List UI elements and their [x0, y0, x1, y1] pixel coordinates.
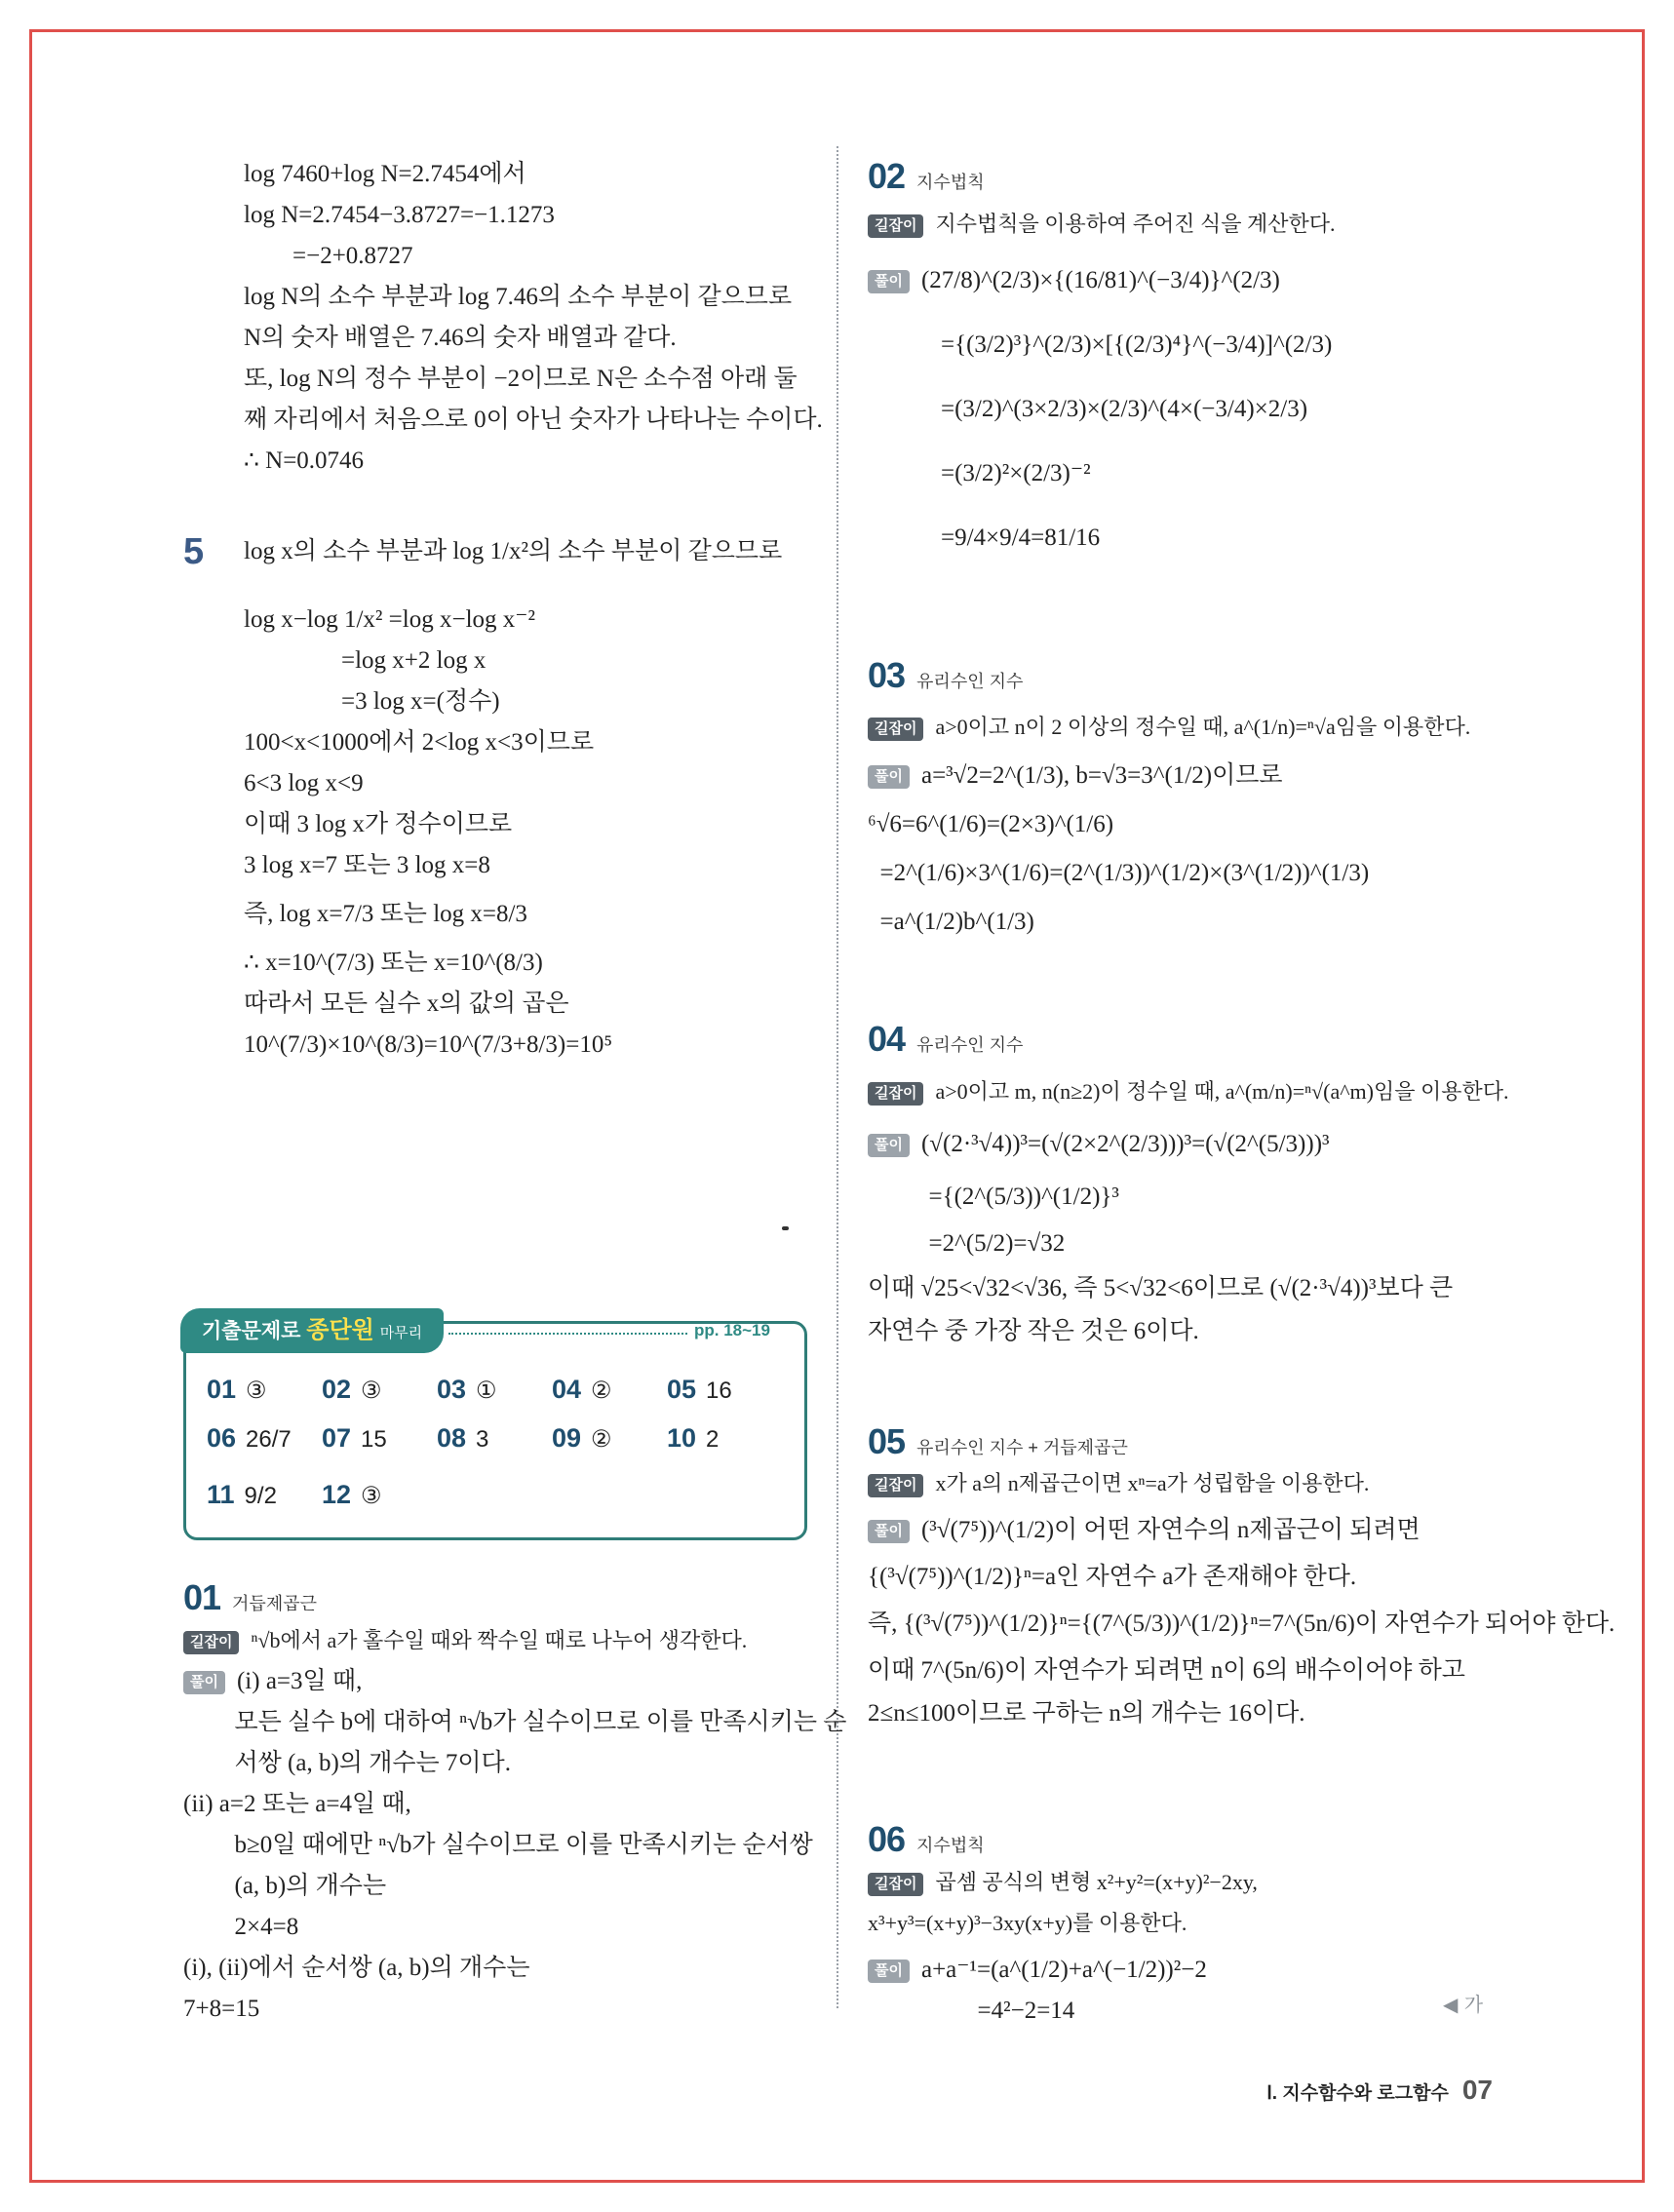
answer-item: 07 15: [322, 1423, 387, 1453]
text-line: 모든 실수 b에 대하여 ⁿ√b가 실수이므로 이를 만족시키는 순: [222, 1709, 847, 1735]
text-line: 또, log N의 정수 부분이 −2이므로 N은 소수점 아래 둘: [244, 366, 798, 392]
text-line: 서쌍 (a, b)의 개수는 7이다.: [222, 1750, 511, 1776]
solution-06: [868, 1862, 1511, 2032]
solution-02: [868, 203, 1511, 560]
section-number: 03: [868, 655, 906, 695]
solution-line: 풀이 (i) a=3일 때,: [183, 1661, 817, 1702]
answer-item: 06 26/7: [207, 1423, 292, 1453]
answer-box-title-suffix: 마무리: [379, 1325, 423, 1341]
section-number: 01: [183, 1577, 221, 1617]
text-line: N의 숫자 배열은 7.46의 숫자 배열과 같다.: [244, 325, 677, 351]
text-line: =a^(1/2)b^(1/3): [868, 909, 1034, 935]
next-page-icon: ◀ 가: [1443, 1993, 1484, 2016]
text-line: =2^(1/6)×3^(1/6)=(2^(1/3))^(1/2)×(3^(1/2))^(1/3): [868, 860, 1370, 886]
solution-line: 풀이 a=³√2=2^(1/3), b=√3=3^(1/2)이므로: [868, 755, 1511, 797]
text-line: b≥0일 때에만 ⁿ√b가 실수이므로 이를 만족시키는 순서쌍: [222, 1832, 813, 1858]
text-line: 3 log x=7 또는 3 log x=8: [244, 852, 490, 878]
solution-line: 풀이 (√(2·³√4))³=(√(2×2^(2/3)))³=(√(2^(5/3)))³: [868, 1123, 1511, 1166]
hint-line: 길잡이 곱셈 공식의 변형 x²+y²=(x+y)²−2xy,: [868, 1862, 1511, 1903]
problem5-solution: [244, 531, 809, 572]
section-number: 04: [868, 1019, 906, 1059]
section-topic: 유리수인 지수: [916, 1035, 1024, 1055]
section-number: 05: [868, 1421, 906, 1461]
text-line: 즉, log x=7/3 또는 log x=8/3: [244, 901, 527, 927]
answer-item: 04 ②: [552, 1375, 612, 1404]
answer-box-title-accent: 종단원: [306, 1317, 374, 1343]
text-line: ={(2^(5/3))^(1/2)}³: [868, 1184, 1119, 1210]
answer-item: 12 ③: [322, 1480, 382, 1509]
problem-number: 5: [183, 531, 205, 572]
text-line: 6<3 log x<9: [244, 770, 364, 796]
section-topic: 지수법칙: [916, 173, 985, 192]
text-line: (a, b)의 개수는: [222, 1873, 387, 1899]
text-line: =4²−2=14: [941, 1998, 1075, 2024]
problem5-steps: [244, 600, 809, 1066]
stray-mark: [782, 1226, 789, 1230]
solution-tag: 풀이: [868, 765, 910, 789]
text-line: =(3/2)^(3×2/3)×(2/3)^(4×(−3/4)×2/3): [941, 396, 1308, 422]
text-line: 2×4=8: [222, 1914, 299, 1940]
left-block1: [244, 154, 823, 482]
text-line: 이때 √25<√32<√36, 즉 5<√32<6이므로 (√(2·³√4))³보다 큰: [868, 1275, 1454, 1301]
section-header-04: [868, 1019, 1023, 1060]
page-number: 07: [1461, 2075, 1493, 2105]
hint-tag: 길잡이: [868, 214, 923, 238]
hint-tag: 길잡이: [868, 1082, 923, 1106]
solution-line: 풀이 (27/8)^(2/3)×{(16/81)^(−3/4)}^(2/3): [868, 259, 1511, 302]
solution-line: 풀이 (³√(7⁵))^(1/2)이 어떤 자연수의 n제곱근이 되려면: [868, 1509, 1511, 1552]
section-header-02: [868, 156, 985, 197]
hint-line: 길잡이 a>0이고 m, n(n≥2)이 정수일 때, a^(m/n)=ⁿ√(a^m)임을 이용한다.: [868, 1070, 1511, 1113]
section-topic: 유리수인 지수 + 거듭제곱근: [916, 1438, 1128, 1457]
hint-tag: 길잡이: [183, 1631, 239, 1654]
hint-line: 길잡이 x가 a의 n제곱근이면 xⁿ=a가 성립함을 이용한다.: [868, 1462, 1511, 1505]
answer-item: 08 3: [437, 1423, 489, 1453]
chapter-title: Ⅰ. 지수함수와 로그함수: [1266, 2083, 1449, 2104]
text-line: =9/4×9/4=81/16: [941, 524, 1101, 551]
solution-01: [183, 1620, 847, 2030]
text-line: ∴ x=10^(7/3) 또는 x=10^(8/3): [244, 950, 543, 976]
hint-line-2: x³+y³=(x+y)³−3xy(x+y)를 이용한다.: [868, 1911, 1187, 1935]
text-line: 100<x<1000에서 2<log x<3이므로: [244, 729, 595, 756]
solution-line: 풀이 a+a⁻¹=(a^(1/2)+a^(−1/2))²−2: [868, 1950, 1511, 1991]
text-line: 자연수 중 가장 작은 것은 6이다.: [868, 1318, 1199, 1344]
text-line: log N의 소수 부분과 log 7.46의 소수 부분이 같으므로: [244, 284, 793, 310]
text-line: 2≤n≤100이므로 구하는 n의 개수는 16이다.: [868, 1700, 1305, 1727]
text-line: (ii) a=2 또는 a=4일 때,: [183, 1791, 411, 1817]
section-topic: 유리수인 지수: [916, 672, 1024, 691]
answer-item: 09 ②: [552, 1423, 612, 1453]
answer-item: 11 9/2: [207, 1480, 277, 1509]
answer-item: 05 16: [667, 1375, 732, 1404]
answer-item: 01 ③: [207, 1375, 267, 1404]
text-line: {(³√(7⁵))^(1/2)}ⁿ=a인 자연수 a가 존재해야 한다.: [868, 1564, 1357, 1590]
answer-item: 10 2: [667, 1423, 720, 1453]
answer-item: 03 ①: [437, 1375, 497, 1404]
answer-box-title-prefix: 기출문제로: [202, 1320, 301, 1342]
text-line: 째 자리에서 처음으로 0이 아닌 숫자가 나타나는 수이다.: [244, 407, 823, 433]
text-line: ∴ N=0.0746: [244, 447, 365, 474]
text-line: log x−log 1/x² =log x−log x⁻²: [244, 606, 535, 633]
section-header-01: [183, 1577, 317, 1618]
text-line: (i), (ii)에서 순서쌍 (a, b)의 개수는: [183, 1955, 530, 1981]
hint-tag: 길잡이: [868, 718, 923, 741]
section-header-06: [868, 1819, 985, 1860]
text-line: 이때 3 log x가 정수이므로: [244, 811, 513, 837]
answer-box-pages: pp. 18~19: [694, 1321, 770, 1339]
solution-05: [868, 1462, 1616, 1735]
hint-line: 길잡이 지수법칙을 이용하여 주어진 식을 계산한다.: [868, 203, 1511, 246]
solution-03: [868, 706, 1511, 944]
section-topic: 거듭제곱근: [232, 1594, 317, 1613]
text-line: 따라서 모든 실수 x의 값의 곱은: [244, 990, 569, 1017]
text-line: =−2+0.8727: [244, 243, 413, 269]
text-line: =2^(5/2)=√32: [868, 1230, 1066, 1257]
section-number: 02: [868, 156, 906, 196]
text-line: log x의 소수 부분과 log 1/x²의 소수 부분이 같으므로: [244, 538, 783, 564]
hint-line: 길잡이 a>0이고 n이 2 이상의 정수일 때, a^(1/n)=ⁿ√a임을 이용한다.: [868, 706, 1511, 749]
text-line: log 7460+log N=2.7454에서: [244, 161, 526, 187]
text-line: log N=2.7454−3.8727=−1.1273: [244, 202, 555, 228]
text-line: 7+8=15: [183, 1996, 260, 2022]
hint-tag: 길잡이: [868, 1474, 923, 1497]
solution-tag: 풀이: [868, 1960, 910, 1983]
answer-box-dotted-rule: [448, 1333, 687, 1335]
answer-item: 02 ③: [322, 1375, 382, 1404]
hint-line: 길잡이 ⁿ√b에서 a가 홀수일 때와 짝수일 때로 나누어 생각한다.: [183, 1620, 817, 1661]
section-header-03: [868, 655, 1023, 696]
text-line: =3 log x=(정수): [244, 688, 500, 715]
section-number: 06: [868, 1819, 906, 1859]
text-line: =log x+2 log x: [244, 647, 487, 674]
text-line: =(3/2)²×(2/3)⁻²: [941, 460, 1091, 486]
page-footer: [1266, 2075, 1493, 2106]
solution-tag: 풀이: [868, 1134, 910, 1157]
answer-box-title: [180, 1308, 444, 1353]
solution-tag: 풀이: [868, 270, 910, 293]
hint-tag: 길잡이: [868, 1873, 923, 1896]
solution-tag: 풀이: [183, 1671, 225, 1694]
solution-tag: 풀이: [868, 1520, 910, 1543]
text-line: 즉, {(³√(7⁵))^(1/2)}ⁿ={(7^(5/3))^(1/2)}ⁿ=7^(5n/6)이 자연수가 되어야 한다.: [868, 1610, 1616, 1637]
section-header-05: [868, 1421, 1128, 1462]
text-line: ⁶√6=6^(1/6)=(2×3)^(1/6): [868, 811, 1114, 837]
text-line: ={(3/2)³}^(2/3)×[{(2/3)⁴}^(−3/4)]^(2/3): [941, 331, 1333, 358]
text-line: 이때 7^(5n/6)이 자연수가 되려면 n이 6의 배수이어야 하고: [868, 1657, 1465, 1684]
text-line: 10^(7/3)×10^(8/3)=10^(7/3+8/3)=10⁵: [244, 1031, 613, 1058]
section-topic: 지수법칙: [916, 1836, 985, 1855]
solution-04: [868, 1070, 1511, 1353]
